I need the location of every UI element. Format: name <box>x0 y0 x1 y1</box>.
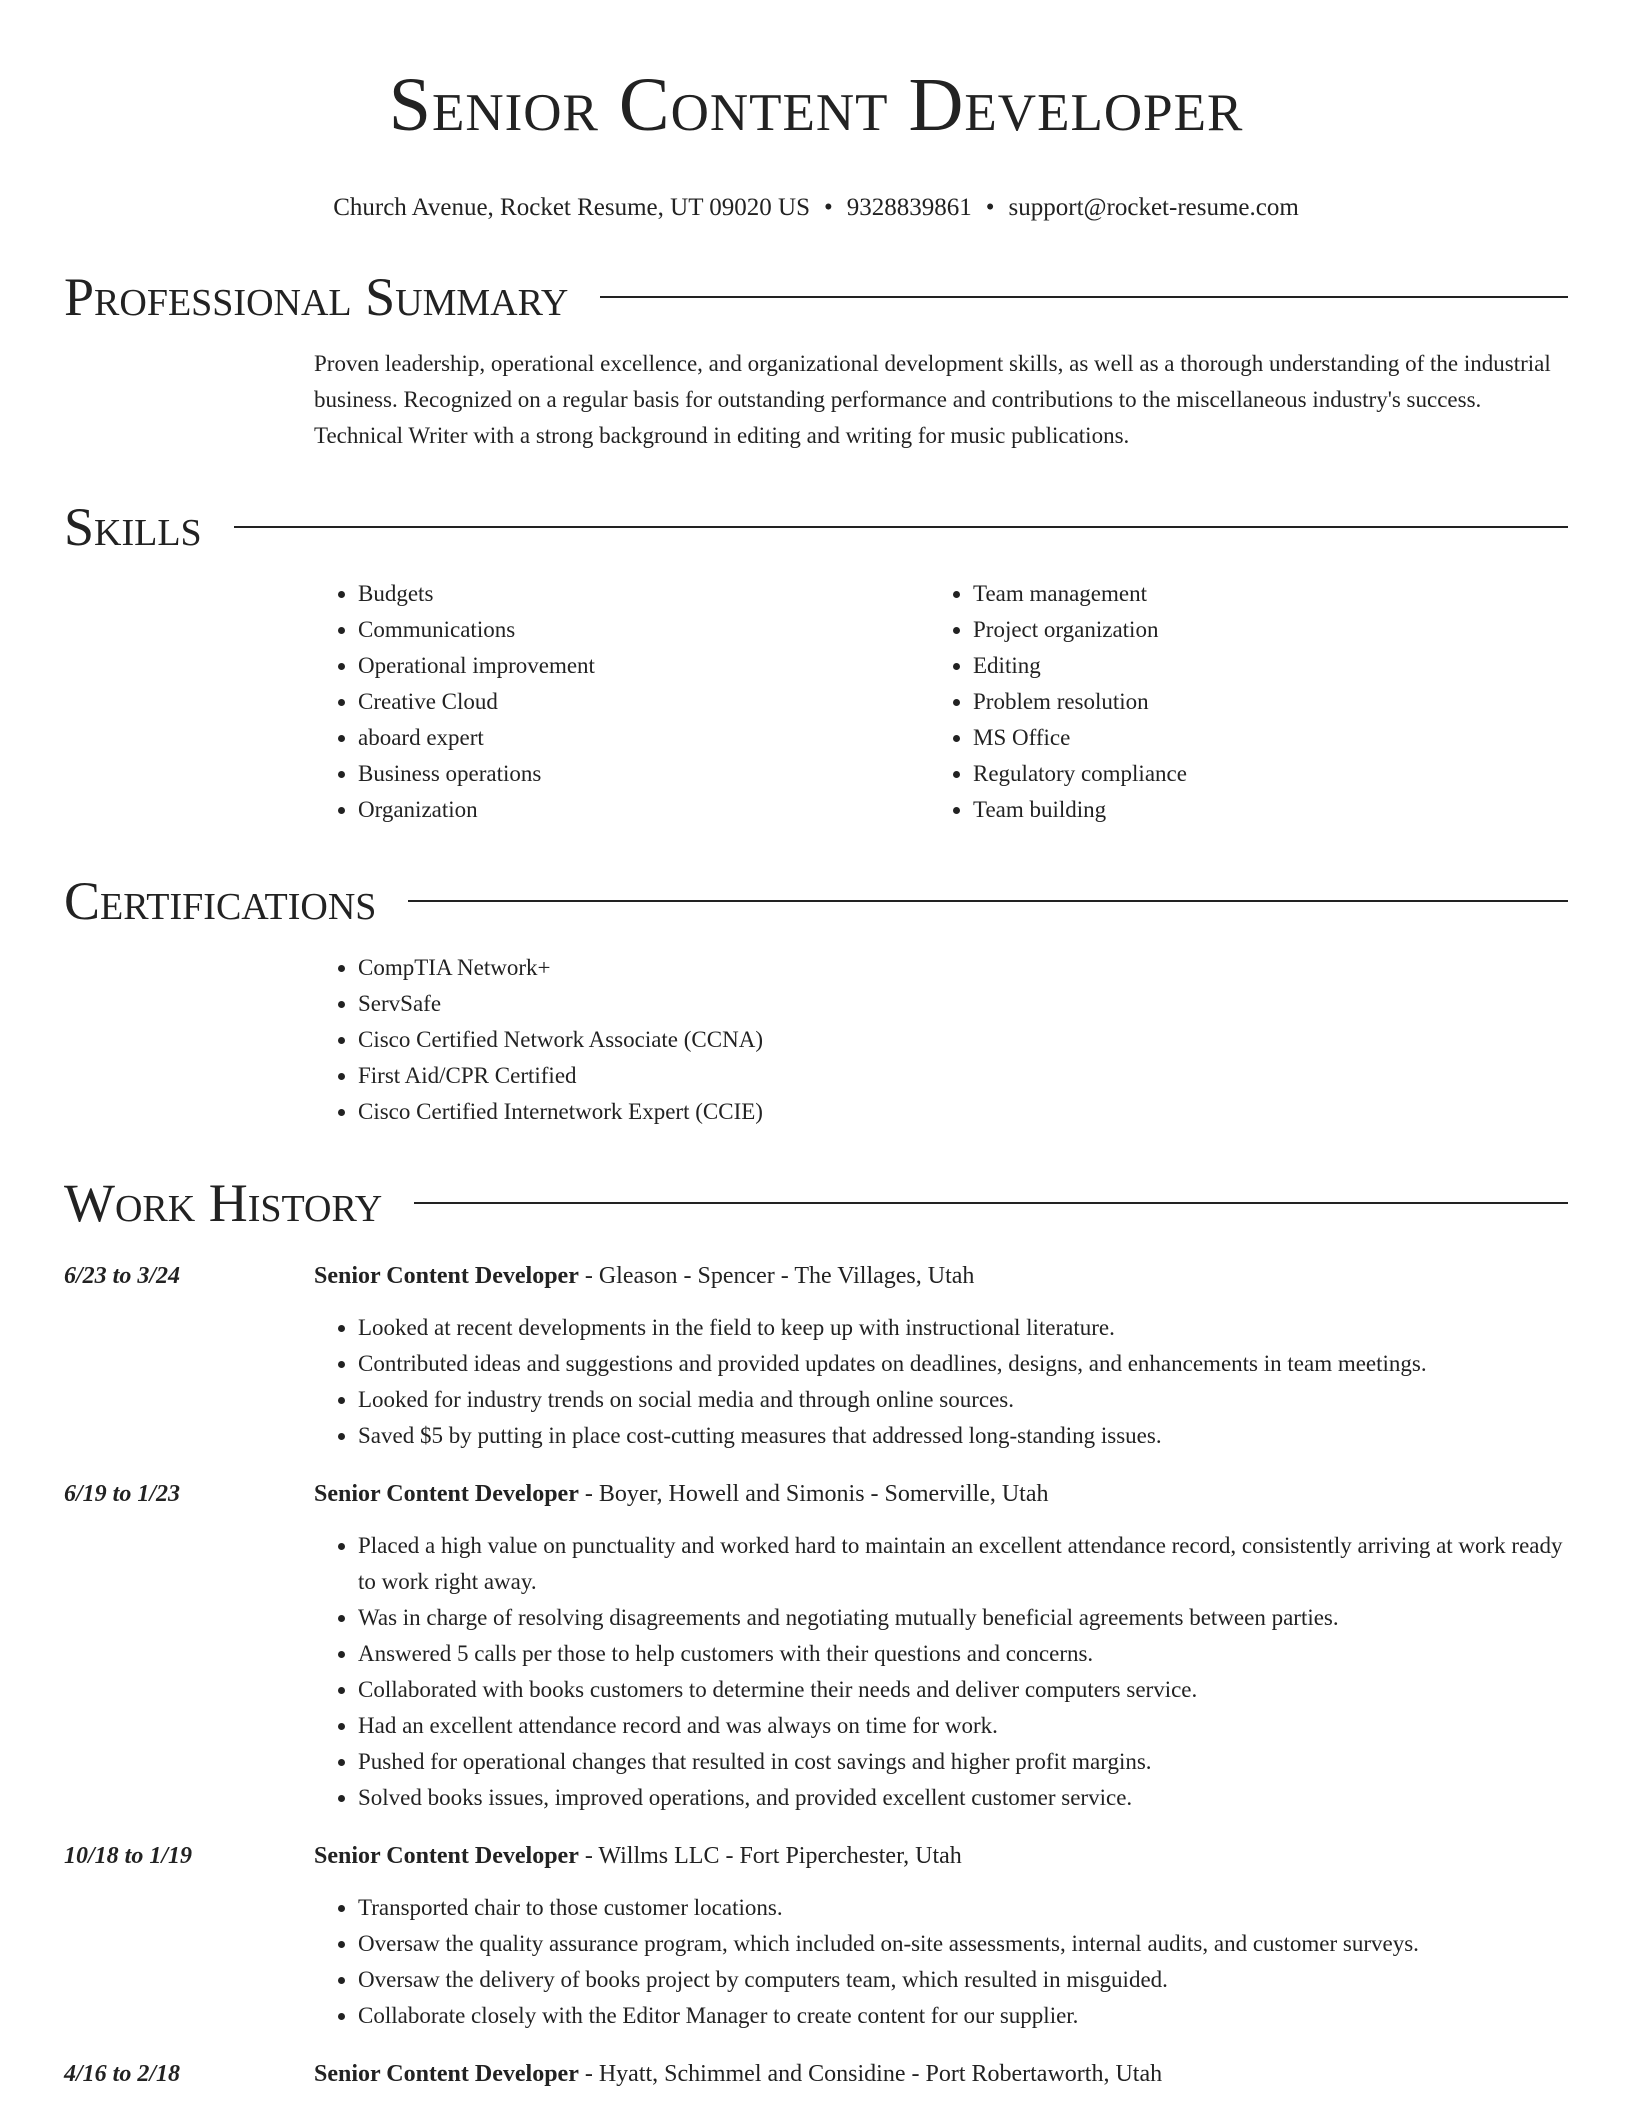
job-entry <box>64 2056 1568 2092</box>
skill-item: • Business operations <box>358 756 929 792</box>
summary-section-header <box>64 264 1568 330</box>
certification-item: • First Aid/CPR Certified <box>358 1058 1568 1094</box>
job-entry <box>64 1258 1568 1454</box>
job-title: Senior Content Developer <box>314 2061 579 2087</box>
skill-item: • Regulatory compliance <box>973 756 1544 792</box>
job-header <box>64 2056 1568 2092</box>
section-divider <box>234 526 1568 528</box>
job-bullet: • Collaborated with books customers to determine their needs and deliver computers service. <box>358 1672 1568 1708</box>
job-info <box>314 2056 1162 2092</box>
job-bullet: • Saved $5 by putting in place cost-cutting measures that addressed long-standing issues. <box>358 1418 1568 1454</box>
skills-list-left <box>314 576 929 828</box>
job-bullet: • Placed a high value on punctuality and worked hard to maintain an excellent attendance record, consistently arriving at work ready to work right away. <box>358 1528 1568 1600</box>
skills-body <box>314 576 1568 828</box>
job-entry <box>64 1838 1568 2034</box>
job-bullet: • Looked at recent developments in the field to keep up with instructional literature. <box>358 1310 1568 1346</box>
job-dates: 4/16 to 2/18 <box>64 2061 181 2087</box>
certifications-title: Certifications <box>64 871 377 931</box>
skill-item: • MS Office <box>973 720 1544 756</box>
job-dates: 6/19 to 1/23 <box>64 1481 181 1507</box>
skill-item: • Problem resolution <box>973 684 1544 720</box>
job-bullet: • Contributed ideas and suggestions and provided updates on deadlines, designs, and enhancements in team meetings. <box>358 1346 1568 1382</box>
skills-section-header <box>64 494 1568 560</box>
skill-item: • Operational improvement <box>358 648 929 684</box>
job-bullet: • Solved books issues, improved operations, and provided excellent customer service. <box>358 1780 1568 1816</box>
work-history-list <box>64 1258 1568 2092</box>
job-title: Senior Content Developer <box>314 1843 579 1869</box>
job-employer-location: - Gleason - Spencer - The Villages, Utah <box>578 1263 975 1289</box>
job-title: Senior Content Developer <box>314 1481 579 1507</box>
job-bullet: • Was in charge of resolving disagreements and negotiating mutually beneficial agreements between parties. <box>358 1600 1568 1636</box>
skills-column-left <box>314 576 929 828</box>
job-info <box>314 1476 1049 1512</box>
job-bullet: • Answered 5 calls per those to help customers with their questions and concerns. <box>358 1636 1568 1672</box>
job-bullet: • Had an excellent attendance record and was always on time for work. <box>358 1708 1568 1744</box>
job-header <box>64 1838 1568 1874</box>
contact-address: Church Avenue, Rocket Resume, UT 09020 US <box>333 194 810 221</box>
summary-body <box>314 346 1568 454</box>
certifications-body <box>314 950 1568 1130</box>
job-header <box>64 1476 1568 1512</box>
job-bullet: • Transported chair to those customer locations. <box>358 1890 1568 1926</box>
certification-item: • Cisco Certified Internetwork Expert (CCIE) <box>358 1094 1568 1130</box>
contact-email: support@rocket-resume.com <box>1008 194 1299 221</box>
contact-separator: • <box>985 194 995 221</box>
skill-item: • aboard expert <box>358 720 929 756</box>
job-employer-location: - Hyatt, Schimmel and Considine - Port Robertaworth, Utah <box>578 2061 1163 2087</box>
certification-item: • Cisco Certified Network Associate (CCNA) <box>358 1022 1568 1058</box>
certification-item: • ServSafe <box>358 986 1568 1022</box>
skill-item: • Team management <box>973 576 1544 612</box>
job-responsibilities <box>314 1528 1568 1816</box>
job-info <box>314 1258 974 1294</box>
work-title: Work History <box>64 1173 383 1233</box>
section-divider <box>600 296 1568 298</box>
skill-item: • Budgets <box>358 576 929 612</box>
job-bullet: • Oversaw the delivery of books project by computers team, which resulted in misguided. <box>358 1962 1568 1998</box>
job-bullet: • Pushed for operational changes that resulted in cost savings and higher profit margins. <box>358 1744 1568 1780</box>
skills-title: Skills <box>64 497 202 557</box>
skill-item: • Creative Cloud <box>358 684 929 720</box>
job-dates: 10/18 to 1/19 <box>64 1843 193 1869</box>
job-title: Senior Content Developer <box>314 1263 579 1289</box>
job-responsibilities <box>314 1890 1568 2034</box>
job-bullet: • Oversaw the quality assurance program, which included on-site assessments, internal audits, and customer surveys. <box>358 1926 1568 1962</box>
job-employer-location: - Boyer, Howell and Simonis - Somerville, Utah <box>578 1481 1049 1507</box>
skill-item: • Editing <box>973 648 1544 684</box>
job-bullet: • Looked for industry trends on social media and through online sources. <box>358 1382 1568 1418</box>
resume-name: Senior Content Developer <box>388 63 1244 147</box>
summary-text: Proven leadership, operational excellence, and organizational development skills, as well as a thorough understanding of the industrial business. Recognized on a regular basis for outstanding performance and contributions to the miscellaneous industry's success. Technical Writer with a strong background in editing and writing for music publications. <box>314 351 1551 448</box>
contact-separator: • <box>823 194 833 221</box>
certifications-list <box>314 950 1568 1130</box>
skills-list-right <box>929 576 1544 828</box>
contact-phone: 9328839861 <box>846 194 972 221</box>
contact-line <box>64 192 1568 224</box>
section-divider <box>414 1202 1568 1204</box>
section-divider <box>408 900 1568 902</box>
job-employer-location: - Willms LLC - Fort Piperchester, Utah <box>578 1843 962 1869</box>
job-dates: 6/23 to 3/24 <box>64 1263 181 1289</box>
work-section-header <box>64 1170 1568 1236</box>
skill-item: • Project organization <box>973 612 1544 648</box>
job-header <box>64 1258 1568 1294</box>
certification-item: • CompTIA Network+ <box>358 950 1568 986</box>
skill-item: • Team building <box>973 792 1544 828</box>
summary-title: Professional Summary <box>64 267 569 327</box>
certifications-section-header <box>64 868 1568 934</box>
skill-item: • Communications <box>358 612 929 648</box>
job-responsibilities <box>314 1310 1568 1454</box>
job-bullet: • Collaborate closely with the Editor Manager to create content for our supplier. <box>358 1998 1568 2034</box>
skill-item: • Organization <box>358 792 929 828</box>
job-entry <box>64 1476 1568 1816</box>
job-info <box>314 1838 962 1874</box>
skills-column-right <box>929 576 1544 828</box>
